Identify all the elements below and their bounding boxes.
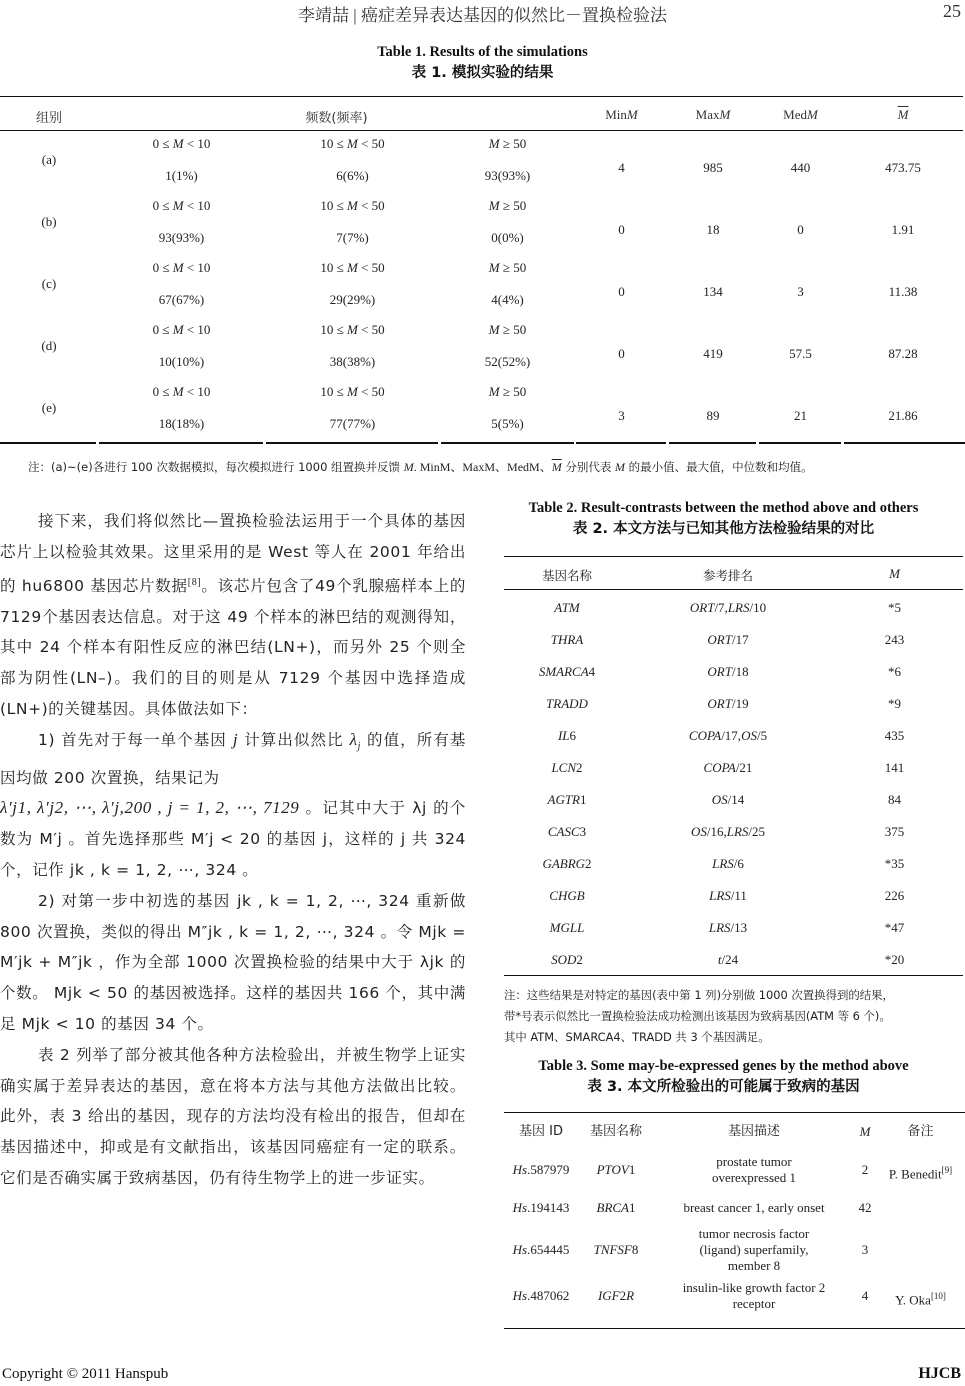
table2-m-cell: 435 — [884, 728, 905, 743]
table3-name-cell: TNFSF8 — [593, 1242, 639, 1257]
table2-bottom-rule — [504, 975, 963, 976]
table2-gene-cell: ATM — [554, 600, 580, 615]
table1-mean-cell: 473.75 — [885, 160, 921, 175]
table1-mean-cell: 1.91 — [891, 222, 915, 237]
table3-id-cell: Hs.194143 — [512, 1200, 570, 1215]
table2-m-cell: 226 — [884, 888, 905, 903]
table2-row — [504, 856, 963, 888]
table2-m-cell: 243 — [884, 632, 905, 647]
table1-caption — [0, 44, 965, 82]
table3-header-id: 基因 ID — [519, 1124, 563, 1139]
table2-note-line: 带*号表示似然比一置换检验法成功检测出该基因为致病基因(ATM 等 6 个)。 — [504, 1009, 891, 1023]
table3-caption — [482, 1058, 965, 1096]
table2-row — [504, 952, 963, 984]
table1-mean-cell: 21.86 — [888, 408, 918, 423]
table2-rank-cell: ORT/18 — [707, 664, 749, 679]
table2-m-cell: *9 — [888, 696, 901, 711]
table2-m-cell: 141 — [884, 760, 905, 775]
table2-gene-cell: IL6 — [557, 728, 577, 743]
table2-gene-cell: CASC3 — [547, 824, 587, 839]
table3 — [504, 1112, 965, 1332]
paragraph-comparison: 表 2 列举了部分被其他各种方法检验出，并被生物学上证实确实属于差异表达的基因，意在将本方法与其他方法做出比较。此外，表 3 给出的基因，现存的方法均没有检出的报告，但却在基因描述中，抑或是有文献指出，该基因同癌症有一定的联系。它们是否确实属于致病基因，仍有待生物学上的进一步证实。 — [0, 1045, 466, 1187]
paragraph-step1: 1) 首先对于每一单个基因 j 计算出似然比 $\lambda_j$ 的值，所有基因均做 200 次置换，结果记为 λ′j1, λ′j2, ⋯, λ′j,200 , j = 1, 2, ⋯, 7129 。记其中大于 λj 的个数为 M′j 。首先选择那些 M′j < 20 的基因 j，这样的 j 共 324 个，记作 jk , k = 1, 2, ⋯, 324 。 — [0, 729, 466, 880]
table2-row — [504, 696, 963, 728]
table2-m-cell: 375 — [884, 824, 905, 839]
table1-min-cell: 0 — [618, 346, 625, 361]
table1-count-cell: 5(5%) — [491, 416, 524, 431]
table2-row — [504, 824, 963, 856]
table3-id-cell: Hs.487062 — [512, 1288, 570, 1303]
paragraph-intro: 接下来，我们将似然比—置换检验法运用于一个具体的基因芯片上以检验其效果。这里采用的是 West 等人在 2001 年给出的 hu6800 基因芯片数据[8]。该芯片包含了49个乳腺癌样本上的7129个基因表达信息。对于这 49 个样本的淋巴结的观测得知，其中 24 个样本有阳性反应的淋巴结(LN+)，而另外 25 个则全部为阴性(LN–)。我们的目的则是从 7129 个基因中选择造成(LN+)的关键基因。具体做法如下： — [0, 512, 466, 718]
table2-rank-cell: LRS/11 — [709, 888, 747, 903]
table2-rank-cell: ORT/7,LRS/10 — [689, 600, 767, 615]
table1-count-cell: 7(7%) — [336, 230, 369, 245]
table1-count-cell: 38(38%) — [329, 354, 376, 369]
table3-m-cell: 3 — [861, 1242, 869, 1257]
table2-row — [504, 920, 963, 952]
table1-min-cell: 3 — [618, 408, 625, 423]
table1-count-cell: 0(0%) — [491, 230, 524, 245]
table1-header-group: 组别 — [35, 111, 62, 126]
table3-caption-en: Table 3. Some may-be-expressed genes by the method above — [538, 1058, 909, 1074]
table1-bin-label: 0 ≤ M < 10 — [152, 260, 211, 275]
table2-caption-en: Table 2. Result-contrasts between the method above and others — [528, 500, 919, 516]
table1-header-med: MedM — [783, 107, 818, 122]
table1-bin-label: M ≥ 50 — [488, 198, 527, 213]
table2-m-cell: 84 — [888, 792, 901, 807]
table3-desc-cell: breast cancer 1, early onset — [683, 1200, 825, 1215]
table3-m-cell: 4 — [861, 1288, 869, 1303]
table1-med-cell: 21 — [794, 408, 807, 423]
table1-count-cell: 29(29%) — [329, 292, 376, 307]
table2 — [504, 556, 963, 976]
table1-top-rule — [0, 96, 963, 97]
table2-m-cell: *20 — [884, 952, 905, 967]
table3-note-cell: Y. Oka[10] — [895, 1291, 946, 1308]
table1-count-cell: 67(67%) — [158, 292, 205, 307]
body-text — [0, 506, 466, 1194]
table1-bin-label: 10 ≤ M < 50 — [320, 260, 385, 275]
table3-top-rule — [504, 1112, 965, 1113]
table1-count-cell: 6(6%) — [336, 168, 369, 183]
table2-row — [504, 760, 963, 792]
table1-count-cell: 77(77%) — [329, 416, 376, 431]
table2-m-cell: *47 — [884, 920, 905, 935]
table3-header-desc: 基因描述 — [727, 1124, 780, 1139]
table2-rank-cell: OS/16,LRS/25 — [690, 824, 766, 839]
table2-rank-cell: COPA/21 — [703, 760, 753, 775]
table1-med-cell: 0 — [797, 222, 804, 237]
table1-header-freq: 频数(频率) — [305, 111, 368, 126]
page-number: 25 — [943, 1, 961, 21]
table1-bin-label: 10 ≤ M < 50 — [320, 136, 385, 151]
table2-row — [504, 792, 963, 824]
table1-bin-label: 0 ≤ M < 10 — [152, 198, 211, 213]
table3-name-cell: BRCA1 — [596, 1200, 636, 1215]
table1-bottom-rule — [0, 442, 965, 444]
table2-rank-cell: ORT/17 — [707, 632, 749, 647]
table1-max-cell: 419 — [703, 346, 723, 361]
table3-name-cell: IGF2R — [597, 1288, 635, 1303]
table1-header-rule — [0, 130, 963, 131]
table1-group-label: (e) — [41, 400, 57, 415]
table3-desc-cell: prostate tumor overexpressed 1 — [711, 1154, 797, 1185]
table3-note-cell: P. Benedit[9] — [888, 1165, 953, 1182]
table1-header-mean: $\overline{M}$ — [897, 107, 909, 122]
table1-med-cell: 440 — [790, 160, 811, 175]
table2-header-gene: 基因名称 — [541, 568, 592, 583]
table2-gene-cell: LCN2 — [551, 760, 583, 775]
table2-m-cell: *35 — [884, 856, 905, 871]
table1-caption-zh: 表 1. 模拟实验的结果 — [411, 65, 554, 81]
table1-group-label: (b) — [41, 214, 57, 229]
table1-min-cell: 0 — [618, 284, 625, 299]
table1-max-cell: 134 — [703, 284, 723, 299]
table2-header-rule — [504, 589, 963, 590]
table1-header-max: MaxM — [695, 107, 731, 122]
table2-gene-cell: THRA — [550, 632, 584, 647]
table1-bin-label: 0 ≤ M < 10 — [152, 136, 211, 151]
table3-bottom-rule — [504, 1328, 965, 1329]
table2-header-row — [504, 566, 963, 598]
table1-min-cell: 0 — [618, 222, 625, 237]
table2-gene-cell: TRADD — [546, 696, 588, 711]
table2-rank-cell: COPA/17,OS/5 — [688, 728, 768, 743]
table2-top-rule — [504, 556, 963, 557]
table3-header-note: 备注 — [907, 1124, 934, 1139]
table3-id-cell: Hs.587979 — [512, 1162, 570, 1177]
table2-row — [504, 600, 963, 632]
table1-bin-label: 10 ≤ M < 50 — [320, 322, 385, 337]
table1-bin-label: 10 ≤ M < 50 — [320, 384, 385, 399]
table2-gene-cell: CHGB — [549, 888, 585, 903]
table1-max-cell: 89 — [706, 408, 720, 423]
table1 — [0, 96, 965, 446]
table2-rank-cell: ORT/19 — [707, 696, 749, 711]
table3-header-name: 基因名称 — [589, 1124, 642, 1139]
table2-gene-cell: SOD2 — [551, 952, 583, 967]
table2-note — [504, 985, 965, 1048]
table2-header-m: M — [889, 566, 900, 581]
table1-med-cell: 3 — [797, 284, 804, 299]
table2-row — [504, 888, 963, 920]
table1-max-cell: 18 — [706, 222, 720, 237]
table2-row — [504, 632, 963, 664]
paragraph-step2: 2) 对第一步中初选的基因 jk , k = 1, 2, ⋯, 324 重新做 800 次置换，类似的得出 M″jk , k = 1, 2, ⋯, 324 。令 Mjk = M′jk + M″jk ，作为全部 1000 次置换检验的结果中大于 λjk 的个数。 Mjk < 50 的基因被选择。这样的基因共 166 个，其中满足 Mjk < 10 的基因 34 个。 — [0, 891, 466, 1033]
table1-header-min: MinM — [605, 107, 638, 122]
table2-gene-cell: MGLL — [549, 920, 585, 935]
table2-rank-cell: LRS/13 — [708, 920, 748, 935]
table1-note: 注：(a)~(e)各进行 100 次数据模拟，每次模拟进行 1000 组置换并反馈 M. MinM、MaxM、MedM、$\overline{M}$ 分别代表 M 的最小值、最大值，中位数和均值。 — [28, 460, 813, 474]
table3-m-cell: 42 — [858, 1200, 872, 1215]
table1-bin-label: M ≥ 50 — [488, 322, 527, 337]
table2-note-line: 其中 ATM、SMARCA4、TRADD 共 3 个基因满足。 — [504, 1030, 770, 1044]
table1-count-cell: 93(93%) — [484, 168, 531, 183]
table2-gene-cell: SMARCA4 — [538, 664, 596, 679]
table1-bin-label: 0 ≤ M < 10 — [152, 384, 211, 399]
footer-journal: HJCB — [918, 1365, 961, 1382]
table2-m-cell: *5 — [888, 600, 901, 615]
table2-gene-cell: GABRG2 — [542, 856, 592, 871]
table3-id-cell: Hs.654445 — [512, 1242, 570, 1257]
table1-bin-label: M ≥ 50 — [488, 384, 527, 399]
table2-caption-zh: 表 2. 本文方法与已知其他方法检验结果的对比 — [572, 521, 875, 537]
table2-m-cell: *6 — [888, 664, 901, 679]
running-head-title: 李靖喆 | 癌症差异表达基因的似然比－置换检验法 — [298, 6, 667, 25]
table1-count-cell: 10(10%) — [158, 354, 205, 369]
table1-max-cell: 985 — [703, 160, 723, 175]
running-head — [0, 0, 965, 25]
table3-caption-zh: 表 3. 本文所检验出的可能属于致病的基因 — [587, 1079, 860, 1095]
table1-group-label: (c) — [41, 276, 57, 291]
table1-count-cell: 52(52%) — [484, 354, 531, 369]
table3-m-cell: 2 — [861, 1162, 869, 1177]
table1-bin-label: 0 ≤ M < 10 — [152, 322, 211, 337]
table1-med-cell: 57.5 — [789, 346, 812, 361]
table1-count-cell: 4(4%) — [491, 292, 524, 307]
table1-bin-label: M ≥ 50 — [488, 260, 527, 275]
table2-row — [504, 664, 963, 696]
table3-name-cell: PTOV1 — [596, 1162, 636, 1177]
table1-mean-cell: 11.38 — [888, 284, 918, 299]
table1-min-cell: 4 — [618, 160, 625, 175]
table3-desc-cell: insulin-like growth factor 2 receptor — [682, 1280, 826, 1311]
table1-count-cell: 1(1%) — [165, 168, 198, 183]
table2-rank-cell: t/24 — [717, 952, 739, 967]
table2-row — [504, 728, 963, 760]
footer-copyright: Copyright © 2011 Hanspub — [2, 1366, 169, 1382]
table1-group-label: (d) — [41, 338, 57, 353]
table1-count-cell: 18(18%) — [158, 416, 205, 431]
table3-desc-cell: tumor necrosis factor (ligand) superfamily, member 8 — [698, 1226, 810, 1273]
table3-header-m: M — [859, 1124, 871, 1139]
table2-rank-cell: OS/14 — [711, 792, 745, 807]
table2-header-rank: 参考排名 — [702, 568, 753, 583]
table1-group-label: (a) — [41, 152, 57, 167]
table2-gene-cell: AGTR1 — [547, 792, 587, 807]
table1-bin-label: M ≥ 50 — [488, 136, 527, 151]
table1-mean-cell: 87.28 — [888, 346, 918, 361]
table2-rank-cell: LRS/6 — [712, 856, 744, 871]
table2-note-line: 注：这些结果是对特定的基因(表中第 1 列)分别做 1000 次置换得到的结果， — [504, 988, 894, 1002]
table1-count-cell: 93(93%) — [158, 230, 205, 245]
table2-caption — [482, 500, 965, 538]
table1-bin-label: 10 ≤ M < 50 — [320, 198, 385, 213]
table1-caption-en: Table 1. Results of the simulations — [377, 44, 588, 60]
